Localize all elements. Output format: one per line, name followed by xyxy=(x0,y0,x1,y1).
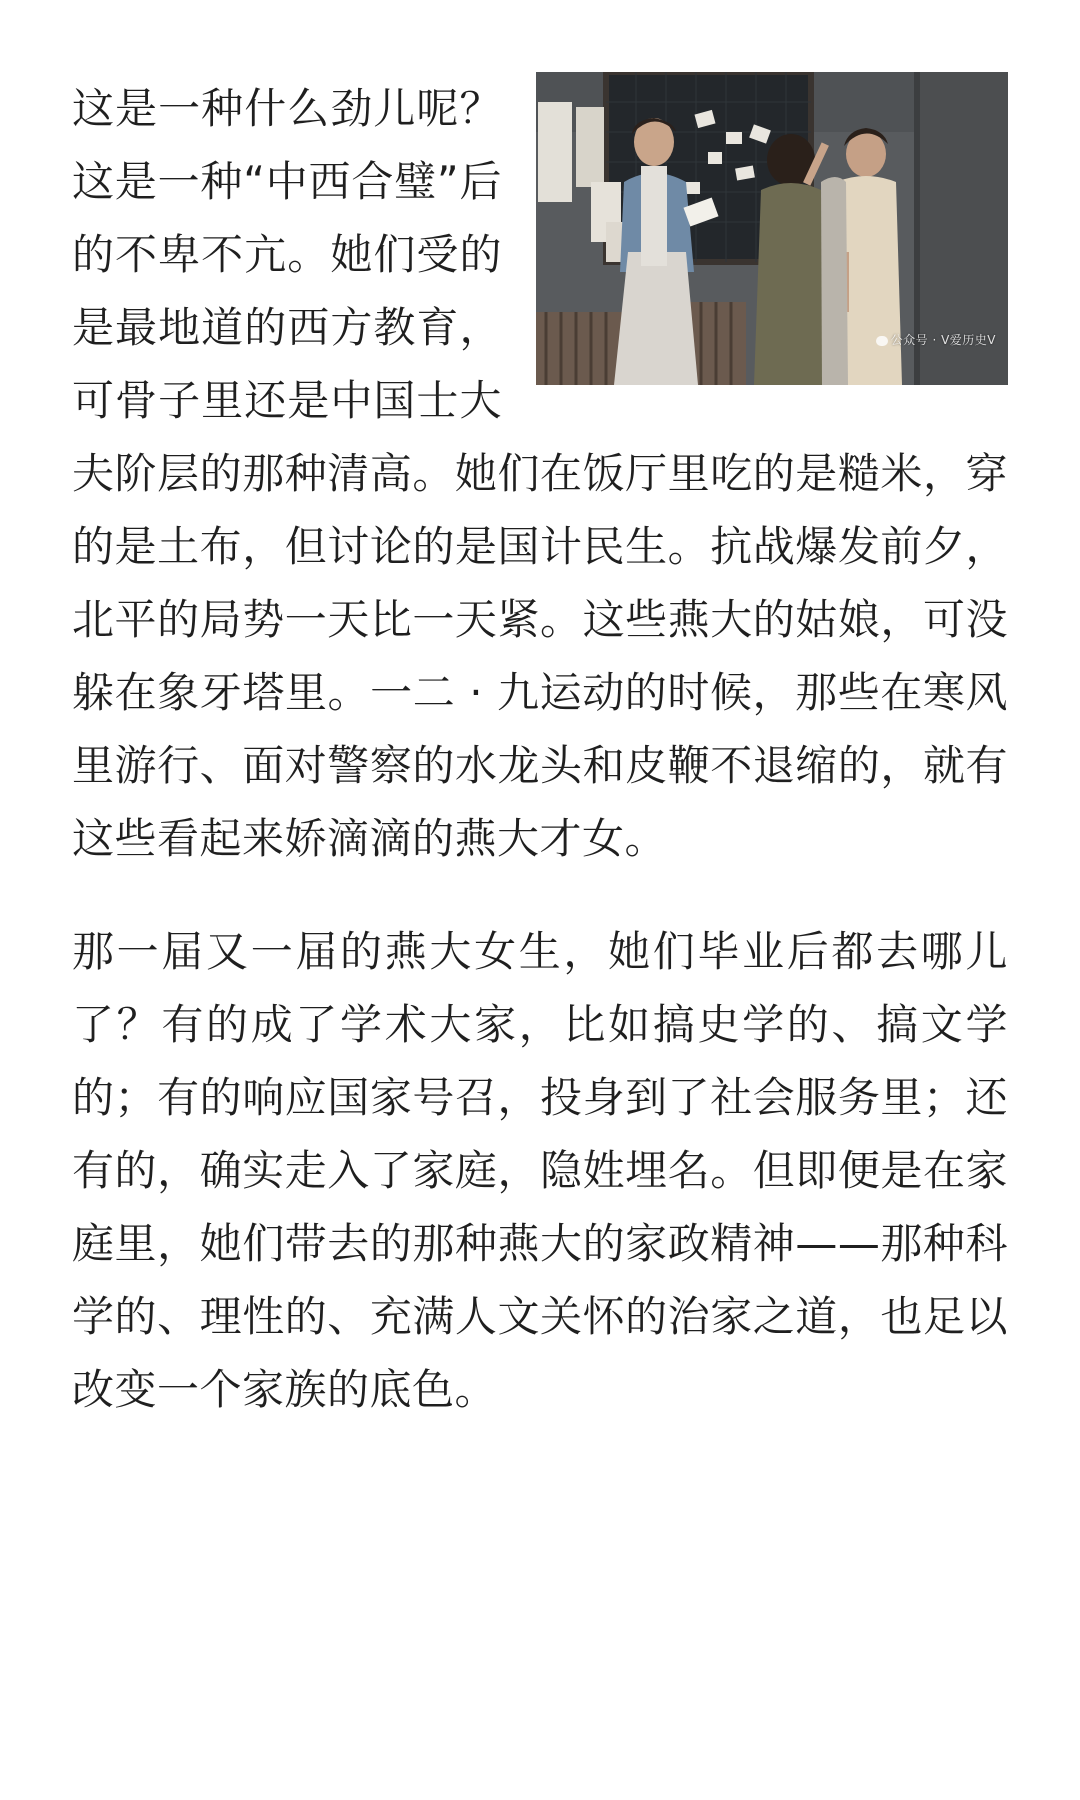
paragraph-2: 那一届又一届的燕大女生，她们毕业后都去哪儿了？有的成了学术大家，比如搞史学的、搞文学的；有的响应国家号召，投身到了社会服务里；还有的，确实走入了家庭，隐姓埋名。但即便是在家庭里，她们带去的那种燕大的家政精神——那种科学的、理性的、充满人文关怀的治家之道，也足以改变一个家族的底色。 xyxy=(72,927,1008,1414)
photo-watermark xyxy=(876,304,996,377)
wechat-icon xyxy=(876,336,888,346)
watermark-text: 公众号 · V爱历史V xyxy=(890,333,996,347)
article-photo xyxy=(536,72,1008,385)
paragraph-1 xyxy=(72,72,1008,875)
article-body xyxy=(72,72,1008,1426)
paragraph-1-text: 这是一种什么劲儿呢？这是一种“中西合璧”后的不卑不亢。她们受的是最地道的西方教育，可骨子里还是中国士大夫阶层的那种清高。她们在饭厅里吃的是糙米，穿的是土布，但讨论的是国计民生。抗战爆发前夕，北平的局势一天比一天紧。这些燕大的姑娘，可没躲在象牙塔里。一二 · 九运动的时候，那些在寒风里游行、面对警察的水龙头和皮鞭不退缩的，就有这些看起来娇滴滴的燕大才女。 xyxy=(72,84,1008,863)
